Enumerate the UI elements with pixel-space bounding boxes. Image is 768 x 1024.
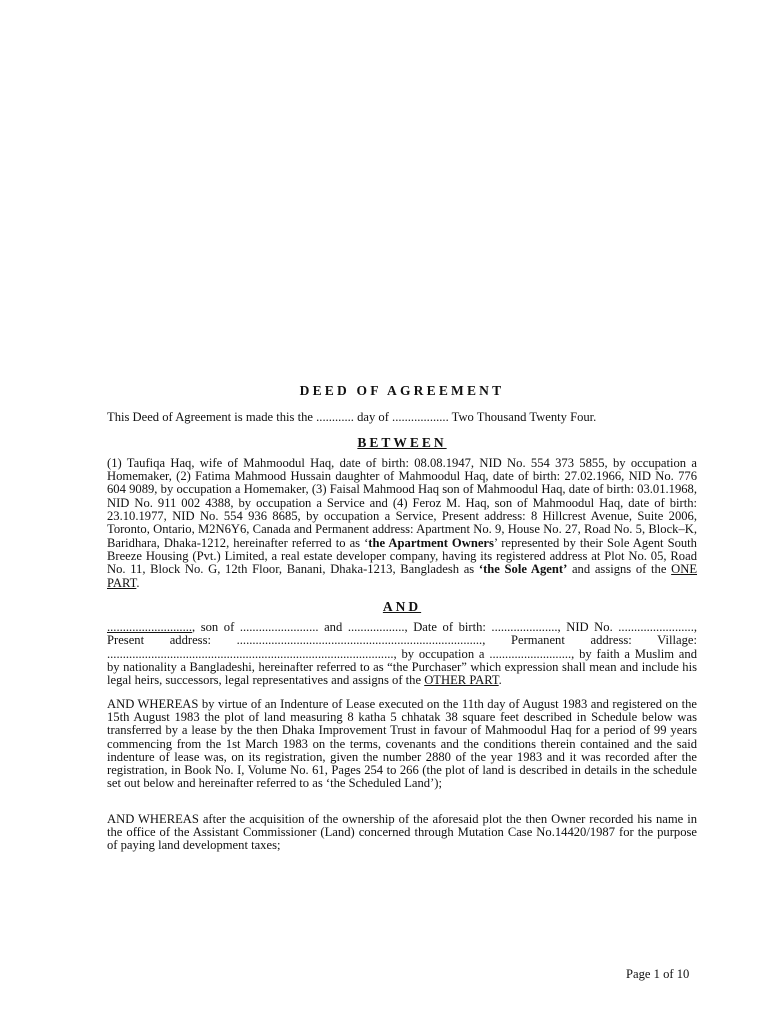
- party-one-text-2: ’ represented by their Sole Agent South Breeze Housing (Pvt.) Limited, a real estate developer company, having its registered address at Plot No. 05, Road No. 11, Block No. G, 12th Floor, Banani, Dhaka-1213, Bangladesh as: [107, 535, 697, 577]
- page-number: Page 1 of 10: [626, 967, 690, 981]
- whereas-paragraph-2: AND WHEREAS after the acquisition of the ownership of the aforesaid plot the then Owner recorded his name in the office of the Assistant Commissioner (Land) concerned through Mutation Case No.14420/1987 for the purpose of paying land development taxes;: [107, 811, 697, 853]
- apartment-owners-term: the Apartment Owners: [368, 535, 494, 550]
- party-one-text-4: .: [136, 575, 140, 590]
- intro-paragraph: This Deed of Agreement is made this the ............ day of .................. Two Thousand Twenty Four.: [107, 410, 597, 425]
- party-two-paragraph: [107, 621, 697, 687]
- party-one-paragraph: [107, 457, 697, 590]
- party-one-text-1: (1) Taufiqa Haq, wife of Mahmoodul Haq, date of birth: 08.08.1947, NID No. 554 373 5855, by occupation a Homemaker, (2) Fatima Mahmood Hussain daughter of Mahmoodul Haq, date of birth: 27.02.1966, NID No. 776 604 9089, by occupation a Homemaker, (3) Faisal Mahmood Haq son of Mahmoodul Haq, date of birth: 03.01.1968, NID No. 911 002 4388, by occupation a Service and (4) Feroz M. Haq, son of Mahmoodul Haq, date of birth: 23.10.1977, NID No. 554 936 8685, by occupation a Service, Present address: 8 Hillcrest Avenue, Suite 2006, Toronto, Ontario, M2N6Y6, Canada and Permanent address: Apartment No. 9, House No. 27, Road No. 5, Block–K, Baridhara, Dhaka-1212, hereinafter referred to as ‘: [107, 455, 697, 550]
- party-one-text-3: and assigns of the: [567, 562, 672, 577]
- purchaser-name-blank: ...........................: [107, 620, 193, 635]
- party-two-text-2: .: [498, 673, 502, 688]
- whereas-paragraph-1: AND WHEREAS by virtue of an Indenture of Lease executed on the 11th day of August 1983 and registered on the 15th August 1983 the plot of land measuring 8 katha 5 chhatak 38 square feet described in Schedule below was transferred by a lease by the then Dhaka Improvement Trust in favour of Mahmoodul Haq for a period of 99 years commencing from the 1st March 1983 on the terms, covenants and the conditions therein contained and the said indenture of lease was, on its registration, given the number 2880 of the year 1983 and it was recorded after the registration, in Book No. I, Volume No. 61, Pages 254 to 266 (the plot of land is described in details in the schedule set out below and hereinafter referred to as ‘the Scheduled Land’);: [107, 696, 697, 791]
- document-title: DEED OF AGREEMENT: [299, 383, 505, 398]
- between-heading: BETWEEN: [357, 434, 447, 450]
- and-heading: AND: [382, 598, 422, 614]
- document-body: [107, 384, 697, 863]
- one-part-term: ONE PART: [107, 562, 698, 590]
- sole-agent-term: ‘the Sole Agent’: [478, 562, 568, 577]
- other-part-term: OTHER PART: [424, 673, 499, 688]
- party-two-text-1: , son of ......................... and .................., Date of birth: ....................., NID No. ........................, Present address: .............................................................................., Permanent address: Village: ..........................................................................................., by occupation a .........................., by faith a Muslim and by nationality a Bangladeshi, hereinafter referred to as “the Purchaser” which expression shall mean and include his legal heirs, successors, legal representatives and assigns of the: [107, 620, 697, 688]
